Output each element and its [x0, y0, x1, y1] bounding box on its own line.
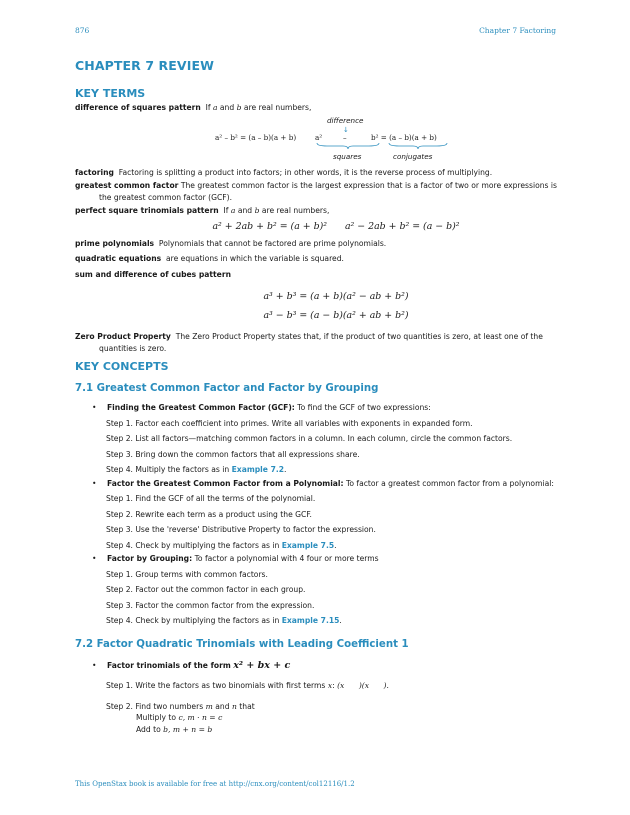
label-squares: squares: [333, 151, 362, 161]
step: [75, 464, 557, 476]
var-c: c,: [178, 713, 186, 722]
running-chapter-title: Chapter 7 Factoring: [479, 26, 556, 35]
trinomial-form: x² + bx + c: [233, 659, 291, 671]
bullet-icon: •: [92, 554, 97, 563]
bullet-text: To factor a greatest common factor from a polynomial:: [346, 478, 554, 488]
bullet-label: Factor the Greatest Common Factor from a Polynomial:: [107, 478, 344, 488]
step-sub-line: [75, 712, 557, 724]
step: Step 1. Find the GCF of all the terms of the polynomial.: [106, 494, 316, 503]
term-text: If: [205, 103, 211, 112]
bullet-label: Finding the Greatest Common Factor (GCF):: [107, 403, 295, 412]
label-difference: difference: [327, 115, 364, 125]
term-definition: The Zero Product Property states that, if the product of two quantities is zero, at least one of the quantities is zero.: [99, 332, 543, 353]
step: Step 1. Factor each coefficient into primes. Write all variables with exponents in expanded form.: [106, 418, 473, 428]
dsp-diagram-b: b² = (a – b)(a + b): [371, 132, 437, 142]
step-text: Step 4. Check by multiplying the factors as in: [106, 616, 280, 625]
dsp-diagram-minus: –: [343, 132, 347, 142]
bullet-text: To find the GCF of two expressions:: [297, 403, 431, 412]
term-definition: Polynomials that cannot be factored are prime polynomials.: [158, 238, 387, 248]
step-end: .: [339, 616, 342, 625]
equation: m · n = c: [187, 713, 223, 722]
term-quadratic-equations: [75, 253, 557, 265]
difference-of-squares-diagram: [75, 114, 557, 166]
term-text: and: [219, 103, 235, 112]
var-x: x: [327, 681, 333, 690]
brace-conjugates-icon: [387, 142, 449, 152]
step: Step 2. List all factors—matching common factors in a column. In each column, circle the common factors.: [106, 434, 513, 443]
pst-equation-2: a² − 2ab + b² = (a − b)²: [344, 220, 460, 232]
step-text: :: [332, 681, 335, 690]
step-sub-line: [75, 724, 557, 736]
term-label: prime polynomials: [75, 238, 155, 248]
term-definition: are equations in which the variable is squared.: [165, 254, 344, 263]
bullet-factor-trinomials: [75, 660, 557, 672]
cubes-equation-sum: a³ + b³ = (a + b)(a² − ab + b²): [263, 291, 409, 302]
step-end: .: [284, 465, 287, 474]
step-text: Multiply to: [136, 713, 177, 722]
term-label: difference of squares pattern: [75, 103, 201, 112]
pst-equation-1: a² + 2ab + b² = (a + b)²: [212, 220, 328, 232]
section-7-2-title: 7.2 Factor Quadratic Trinomials with Leading Coefficient 1: [75, 638, 409, 650]
bullet-icon: •: [92, 403, 97, 412]
bullet-factor-gcf-polynomial: [75, 478, 557, 490]
var-m: m: [205, 701, 213, 711]
term-gcf: [75, 180, 557, 203]
step: Step 2. Factor out the common factor in each group.: [106, 585, 306, 594]
step: [75, 615, 557, 627]
key-concepts-heading: KEY CONCEPTS: [75, 360, 169, 373]
term-label: Zero Product Property: [75, 332, 171, 341]
dsp-diagram-a: a²: [315, 132, 323, 142]
term-definition: The greatest common factor is the largest expression that is a factor of two or more expressions is the greatest common factor (GCF).: [99, 181, 557, 202]
binomial-form: (x )(x ): [337, 681, 387, 690]
var-b: b: [236, 103, 242, 112]
term-factoring: [75, 167, 557, 179]
step: Step 3. Use the 'reverse' Distributive Property to factor the expression.: [106, 525, 376, 534]
step-text: Step 4. Multiply the factors as in: [106, 465, 230, 474]
term-zero-product-property: [75, 331, 557, 354]
var-b: b: [254, 206, 260, 215]
arrow-down-icon: ↓: [343, 125, 349, 134]
bullet-icon: •: [92, 478, 97, 488]
term-label: greatest common factor: [75, 181, 179, 190]
step: Step 1. Group terms with common factors.: [106, 569, 268, 579]
step: [75, 540, 557, 552]
step: [75, 701, 557, 713]
term-difference-of-squares: [75, 102, 557, 114]
step-text: Step 2. Find two numbers: [106, 701, 204, 711]
step-end: .: [386, 681, 389, 690]
step-text: and: [215, 701, 230, 711]
term-label: perfect square trinomials pattern: [75, 206, 219, 215]
term-perfect-square-trinomials: [75, 205, 557, 217]
var-n: n: [231, 701, 237, 711]
term-text: are real numbers,: [261, 206, 330, 215]
page-header: [75, 26, 556, 38]
term-label: sum and difference of cubes pattern: [75, 269, 231, 279]
step-text: Add to: [136, 724, 161, 734]
step-text: Step 1. Write the factors as two binomials with first terms: [106, 681, 326, 690]
bullet-label: Factor trinomials of the form: [107, 660, 231, 670]
chapter-review-title: CHAPTER 7 REVIEW: [75, 58, 214, 73]
term-text: and: [237, 206, 253, 215]
term-prime-polynomials: [75, 238, 557, 250]
brace-squares-icon: [315, 142, 381, 152]
term-text: If: [223, 206, 229, 215]
bullet-finding-gcf: [75, 402, 557, 414]
term-label: quadratic equations: [75, 254, 162, 263]
step: Step 2. Rewrite each term as a product using the GCF.: [106, 509, 312, 519]
var-b: b,: [163, 724, 171, 734]
dsp-formula: a² – b² = (a – b)(a + b): [215, 132, 297, 142]
var-a: a: [212, 103, 218, 112]
step: Step 3. Bring down the common factors that all expressions share.: [106, 449, 360, 459]
term-text: are real numbers,: [243, 103, 312, 112]
page-content: [75, 58, 557, 735]
example-link[interactable]: Example 7.15: [281, 616, 340, 625]
step: Step 3. Factor the common factor from the expression.: [106, 600, 315, 610]
term-definition: Factoring is splitting a product into factors; in other words, it is the reverse process of multiplying.: [118, 167, 493, 177]
example-link[interactable]: Example 7.5: [281, 540, 335, 550]
step-end: .: [334, 540, 337, 550]
term-cubes-pattern: [75, 269, 557, 281]
bullet-label: Factor by Grouping:: [107, 554, 193, 563]
section-7-1-title: 7.1 Greatest Common Factor and Factor by Grouping: [75, 383, 379, 394]
cubes-equation-difference: a³ − b³ = (a − b)(a² + ab + b²): [263, 310, 409, 321]
step-text: Step 4. Check by multiplying the factors as in: [106, 540, 280, 550]
step: [75, 680, 557, 692]
page-footer: This OpenStax book is available for free at http://cnx.org/content/col12116/1.2: [75, 780, 355, 788]
step-text: that: [239, 701, 255, 711]
example-link[interactable]: Example 7.2: [231, 465, 285, 474]
page-number: 876: [75, 26, 90, 35]
term-label: factoring: [75, 167, 114, 177]
perfect-square-equations: [75, 221, 557, 232]
equation: m + n = b: [172, 724, 213, 734]
key-terms-heading: KEY TERMS: [75, 87, 146, 100]
bullet-text: To factor a polynomial with 4 four or more terms: [194, 554, 379, 563]
bullet-icon: •: [92, 660, 97, 670]
bullet-factor-by-grouping: [75, 553, 557, 565]
var-a: a: [230, 206, 236, 215]
label-conjugates: conjugates: [393, 151, 433, 161]
cubes-equations: [75, 287, 557, 325]
